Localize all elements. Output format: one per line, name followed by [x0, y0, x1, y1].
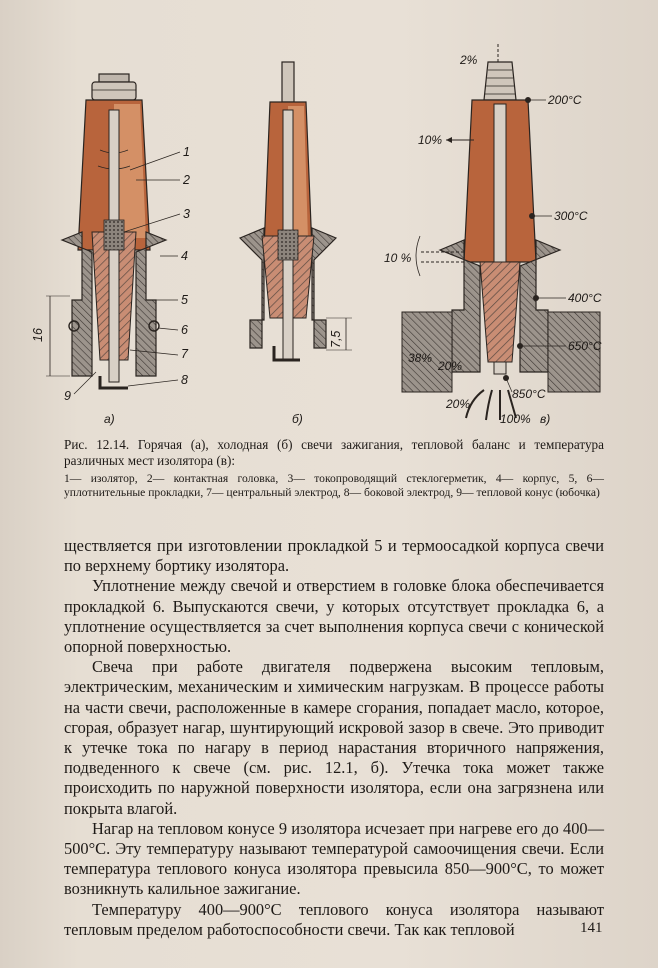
- part-number-5: 5: [181, 293, 188, 307]
- sublabel-b: б): [292, 412, 303, 426]
- part-number-2: 2: [183, 173, 190, 187]
- part-number-9: 9: [64, 389, 71, 403]
- heat-10pct-top: 10%: [418, 133, 443, 147]
- spark-plug-heat-balance: [384, 44, 602, 426]
- paragraph-3: Свеча при работе двигателя подвержена высоким тепловым, электрическим, механическим и химическим нагрузкам. В процессе работы на части свечи, расположенные в камере сгорания, попадает масло, которое, сгорая, образует нагар, шунтирующий искровой зазор в свече. Это приводит к утечке тока по нагару в период нарастания вторичного напряжения, подведенного к свече (см. рис. 12.1, б). Утечка тока может также происходить по наружной поверхности изолятора, если она загрязнена или покрыта влагой.: [64, 657, 604, 818]
- paragraph-5: Температуру 400—900°С теплового конуса изолятора называют тепловым пределом работоспособности свечи. Так как тепловой: [64, 899, 604, 939]
- spark-plug-hot: [31, 74, 190, 426]
- part-number-3: 3: [183, 207, 190, 221]
- temp-200: 200°С: [548, 93, 582, 107]
- heat-38pct: 38%: [408, 351, 433, 365]
- heat-2pct: 2%: [460, 53, 478, 67]
- temp-300: 300°С: [554, 209, 588, 223]
- dimension-7-5: 7,5: [329, 330, 343, 348]
- part-number-6: 6: [181, 323, 188, 337]
- body-text: [64, 536, 604, 940]
- spark-plug-figure: [0, 0, 658, 430]
- paragraph-2: Уплотнение между свечой и отверстием в головке блока обеспечивается прокладкой 6. Выпускаются свечи, у которых отсутствует прокладка 6, а уплотнение осуществляется за счет выполнения корпуса свечи с конической опорной поверхностью.: [64, 576, 604, 657]
- heat-20pct-gas: 20%: [446, 397, 471, 411]
- figure-caption: Рис. 12.14. Горячая (а), холодная (б) свечи зажигания, тепловой баланс и температура различных мест изолятора (в):: [64, 437, 604, 468]
- heat-100pct: 100%: [500, 412, 531, 426]
- part-number-8: 8: [181, 373, 188, 387]
- part-number-4: 4: [181, 249, 188, 263]
- figure-legend: 1— изолятор, 2— контактная головка, 3— токопроводящий стеклогерметик, 4— корпус, 5, 6— уплотнительные прокладки, 7— центральный электрод, 8— боковой электрод, 9— тепловой конус (юбочка): [64, 472, 604, 500]
- sublabel-a: а): [104, 412, 115, 426]
- temp-650: 650°С: [568, 339, 602, 353]
- page-number: 141: [580, 920, 603, 936]
- paragraph-1: ществляется при изготовлении прокладкой 5 и термоосадкой корпуса свечи по верхнему бортику изолятора.: [64, 536, 604, 576]
- heat-20pct-seat: 20%: [438, 359, 463, 373]
- sublabel-c: в): [540, 412, 551, 426]
- spark-plug-cold: [240, 62, 352, 426]
- temp-400: 400°С: [568, 291, 602, 305]
- temp-850: 850°С: [512, 387, 546, 401]
- dimension-16: 16: [31, 328, 45, 342]
- part-number-7: 7: [181, 347, 188, 361]
- heat-10pct-body: 10 %: [384, 251, 412, 265]
- part-number-1: 1: [183, 145, 190, 159]
- paragraph-4: Нагар на тепловом конусе 9 изолятора исчезает при нагреве его до 400—500°С. Эту температуру называют температурой самоочищения свечи. Если температура теплового конуса изолятора превысила 850—900°С, то может возникнуть калильное зажигание.: [64, 818, 604, 899]
